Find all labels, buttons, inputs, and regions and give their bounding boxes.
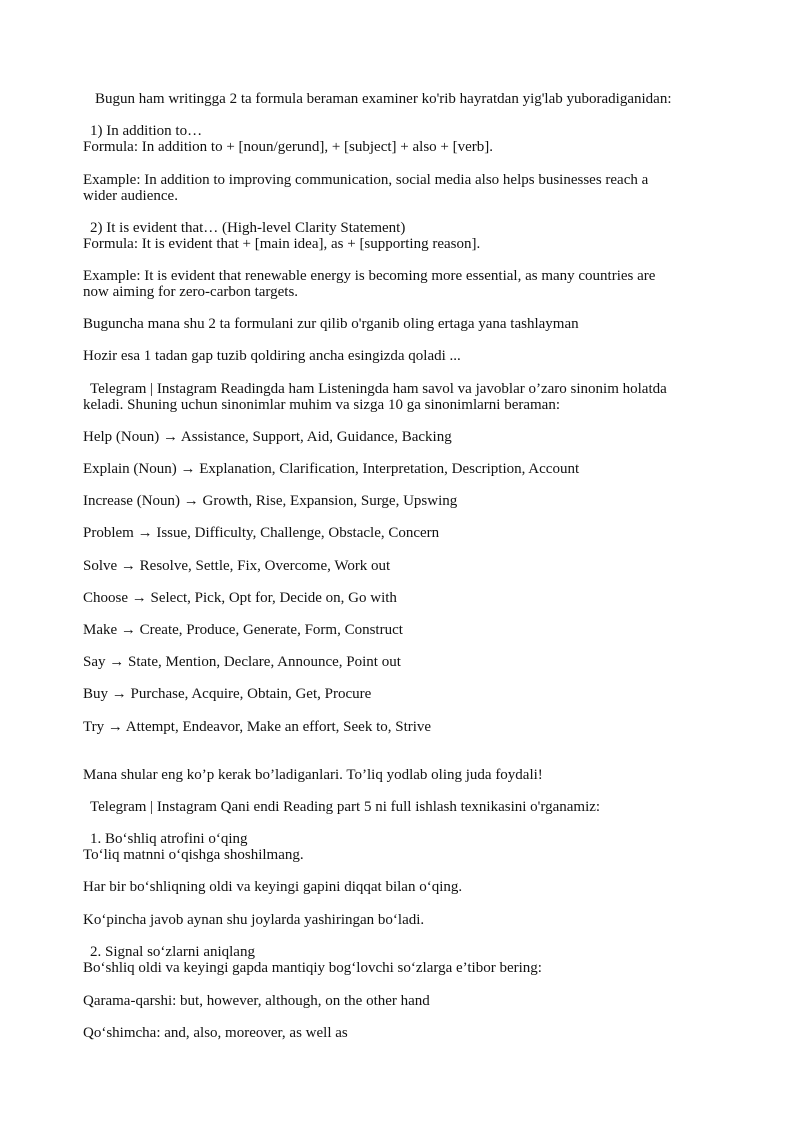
step1-heading: 1. Bo‘shliq atrofini o‘qing xyxy=(90,831,248,847)
synonym-help: Help (Noun) → Assistance, Support, Aid, Guidance, Backing xyxy=(83,429,452,445)
closing-line2: Hozir esa 1 tadan gap tuzib qoldiring ancha esingizda qoladi ... xyxy=(83,348,461,364)
synonym-choose: Choose → Select, Pick, Opt for, Decide on, Go with xyxy=(83,590,397,606)
reading-intro: Telegram | Instagram Qani endi Reading part 5 ni full ishlash texnikasini o'rganamiz: xyxy=(90,799,601,815)
step1-line2: Har bir bo‘shliqning oldi va keyingi gapini diqqat bilan o‘qing. xyxy=(83,879,463,895)
step2-line1: Bo‘shliq oldi va keyingi gapda mantiqiy bog‘lovchi so‘zlarga e’tibor bering: xyxy=(83,960,542,976)
closing-line1: Buguncha mana shu 2 ta formulani zur qilib o'rganib oling ertaga yana tashlayman xyxy=(83,316,579,332)
step2-heading: 2. Signal so‘zlarni aniqlang xyxy=(90,944,255,960)
formula1-example-line2: wider audience. xyxy=(83,188,178,204)
synonym-buy: Buy → Purchase, Acquire, Obtain, Get, Procure xyxy=(83,686,372,702)
step2-line2: Qarama-qarshi: but, however, although, on the other hand xyxy=(83,993,430,1009)
synonym-solve: Solve → Resolve, Settle, Fix, Overcome, Work out xyxy=(83,558,391,574)
step1-line1: To‘liq matnni o‘qishga shoshilmang. xyxy=(83,847,304,863)
formula2-example-line1: Example: It is evident that renewable energy is becoming more essential, as many countries are xyxy=(83,268,656,284)
formula2-heading: 2) It is evident that… (High-level Clarity Statement) xyxy=(90,220,406,236)
formula1-formula: Formula: In addition to + [noun/gerund], + [subject] + also + [verb]. xyxy=(83,139,494,155)
synonyms-intro-line1: Telegram | Instagram Readingda ham Listeningda ham savol va javoblar o’zaro sinonim holatda xyxy=(90,381,667,397)
synonyms-outro: Mana shular eng ko’p kerak bo’ladiganlari. To’liq yodlab oling juda foydali! xyxy=(83,767,543,783)
synonym-try: Try → Attempt, Endeavor, Make an effort, Seek to, Strive xyxy=(83,719,432,735)
step2-line3: Qo‘shimcha: and, also, moreover, as well as xyxy=(83,1025,348,1041)
synonym-make: Make → Create, Produce, Generate, Form, Construct xyxy=(83,622,403,638)
formula1-heading: 1) In addition to… xyxy=(90,123,203,139)
formula2-example-line2: now aiming for zero-carbon targets. xyxy=(83,284,299,300)
synonym-problem: Problem → Issue, Difficulty, Challenge, Obstacle, Concern xyxy=(83,525,440,541)
synonym-say: Say → State, Mention, Declare, Announce, Point out xyxy=(83,654,401,670)
intro-text: Bugun ham writingga 2 ta formula beraman examiner ko'rib hayratdan yig'lab yuboradiganidan: xyxy=(95,91,672,107)
synonyms-intro-line2: keladi. Shuning uchun sinonimlar muhim va sizga 10 ga sinonimlarni beraman: xyxy=(83,397,560,413)
step1-line3: Ko‘pincha javob aynan shu joylarda yashiringan bo‘ladi. xyxy=(83,912,425,928)
synonym-explain: Explain (Noun) → Explanation, Clarification, Interpretation, Description, Account xyxy=(83,461,580,477)
formula2-formula: Formula: It is evident that + [main idea], as + [supporting reason]. xyxy=(83,236,481,252)
synonym-increase: Increase (Noun) → Growth, Rise, Expansion, Surge, Upswing xyxy=(83,493,458,509)
formula1-example-line1: Example: In addition to improving communication, social media also helps businesses reach a xyxy=(83,172,649,188)
